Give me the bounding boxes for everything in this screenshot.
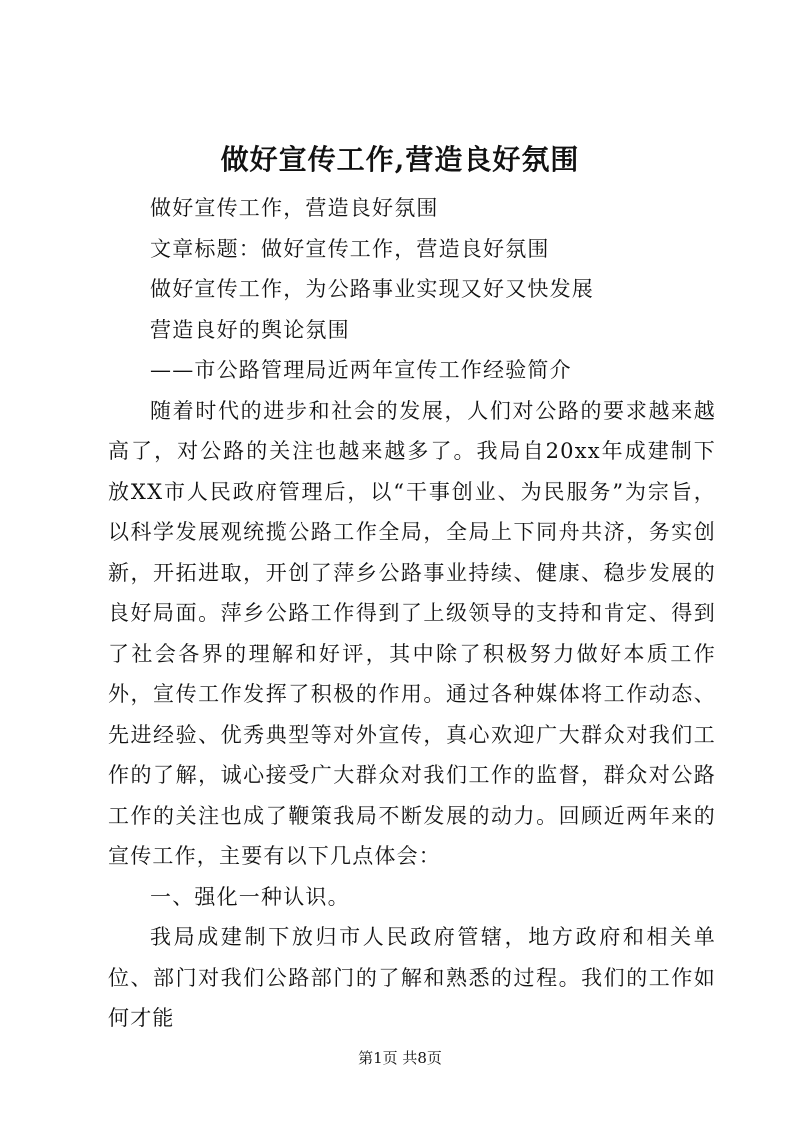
paragraph-headline: 做好宣传工作，为公路事业实现又好又快发展	[150, 277, 594, 301]
paragraph-article-title: 文章标题：做好宣传工作，营造良好氛围	[150, 236, 550, 261]
document-title: 做好宣传工作,营造良好氛围	[220, 143, 580, 176]
page-footer: 第1页 共8页	[358, 1049, 442, 1067]
paragraph-section-body: 我局成建制下放归市人民政府管辖，地方政府和相关单位、部门对我们公路部门的了解和熟悉的过程。我们的工作如何才能	[108, 925, 716, 1030]
paragraph-subtitle: 做好宣传工作，营造良好氛围	[150, 196, 439, 220]
paragraph-headline-cont: 营造良好的舆论氛围	[150, 317, 350, 342]
document-body	[108, 188, 716, 1039]
paragraph-byline: ——市公路管理局近两年宣传工作经验简介	[150, 358, 572, 382]
paragraph-section-heading: 一、强化一种认识。	[150, 884, 350, 909]
paragraph-intro: 随着时代的进步和社会的发展，人们对公路的要求越来越高了，对公路的关注也越来越多了。我局自20xx年成建制下放XX市人民政府管理后，以“干事创业、为民服务”为宗旨，以科学发展观统揽公路工作全局，全局上下同舟共济，务实创新，开拓进取，开创了萍乡公路事业持续、健康、稳步发展的良好局面。萍乡公路工作得到了上级领导的支持和肯定、得到了社会各界的理解和好评，其中除了积极努力做好本质工作外，宣传工作发挥了积极的作用。通过各种媒体将工作动态、先进经验、优秀典型等对外宣传，真心欢迎广大群众对我们工作的了解，诚心接受广大群众对我们工作的监督，群众对公路工作的关注也成了鞭策我局不断发展的动力。回顾近两年来的宣传工作，主要有以下几点体会：	[108, 398, 716, 868]
